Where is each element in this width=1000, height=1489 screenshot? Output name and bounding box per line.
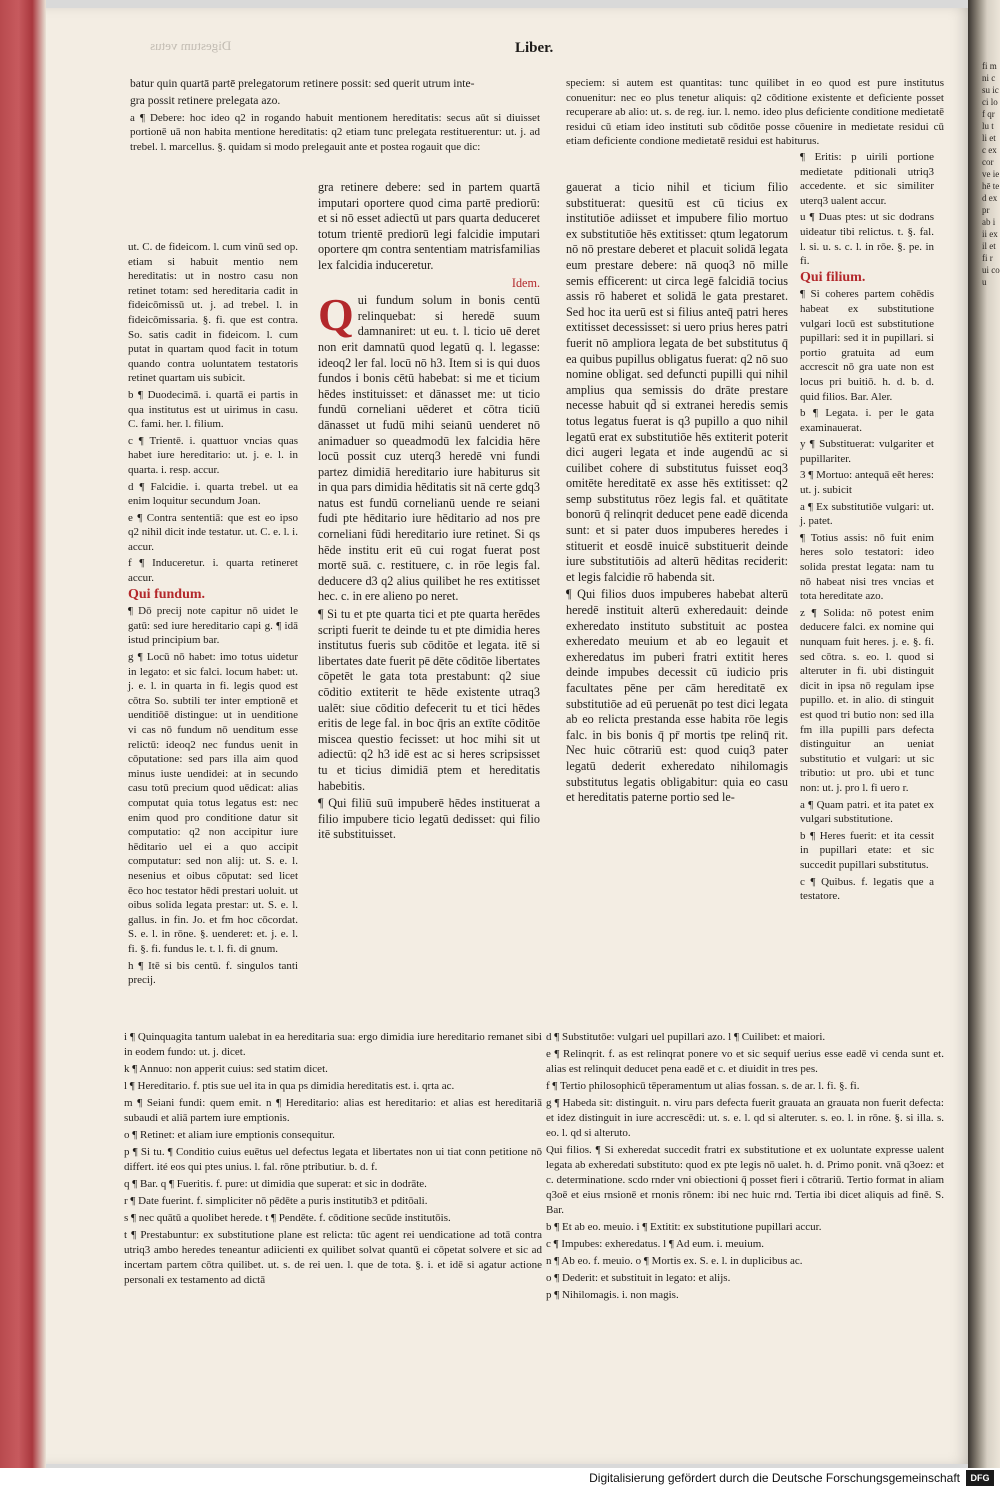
gloss-line: t ¶ Prestabuntur: ex substitutione plane est relicta: tūc agent rei uendicatione ad totā contra utriq3 ambo heredes teneantur adiicienti ex quilibet solvat quantū ei cōpetat solvere et sic ad incertam partem cōtra quilibet. ut. s. de rei uen. l. que de tota. §. i. et idē si agatur actione personali ex testamento ad dictā	[124, 1229, 542, 1286]
gloss-line: g ¶ Habeda sit: distinguit. n. viru pars defecta fuerit grauata an grauata non fuerit defecta: et idez distinguit in iure accrescēdi: ut. s. e. l. qd si alteruter. s. eo. l. in rōne. §. si illa. s. eo. l. qd si alteruto.	[546, 1097, 944, 1139]
gloss-line: d ¶ Substitutōe: vulgari uel pupillari azo. l ¶ Cuilibet: et maiori.	[546, 1031, 826, 1043]
main-text-top-right	[566, 76, 944, 151]
gloss-line: m ¶ Seiani fundi: quem emit. n ¶ Hereditario: alias est hereditario: et alias est hereditariā subaudi et aliā partem iure emptionis.	[124, 1097, 542, 1124]
gloss-paragraph: b ¶ Heres fuerit: et ita cessit in pupillari etate: et sic succedit pupillari substitutus.	[800, 829, 934, 871]
main-paragraph: ui fundum solum in bonis centū relinquebat: si heredē suum damnaniret: ut eu. t. l. ticio uē deret non erit damnatū quod legatū q. l. legasse: ideoq2 ler fal. locū nō h3. Item si is qui duos fundos i bonis cētū habebat: si me et ticium hēdes instituisset: et dānasset me: ut ticio fundū corneliani uēderet et cōtra ticiū dānasset ut fudū mihi seianū uenderet nō animaduer so queadmodū lex falcidia hēre locū possit cuz uterq3 heredē vni fundi partez dimidiā hereditario iure habiturus sit in qua pars dimidia hēditatis sit nā certe gdq3 natus est fundū cornelianū uende re seiani fudi pte hēditario iure hēditario ad nos pre corneliani fūdi hereditario iure retinet. Si qs hēde institu erit eū cui rogat fuerat post mortē suā. c. restituere, c. in rōe legis fal. deducere d3 q2 alius quilibet he res extitisset hec. c. in ere alieno po neret.	[318, 293, 540, 604]
gloss-paragraph: ¶ Dō precij note capitur nō uidet le gatū: sed iure hereditario capi g. ¶ idā istud principium bar.	[128, 605, 298, 647]
gloss-heading: Qui fundum.	[128, 586, 206, 602]
right-top-text: speciem: si autem est quantitas: tunc quilibet in eo quod est pure institutus conuenitur: nec eo plus tenetur aliquis: q2 cōditione existente et deficiente posset recuperare ab alio: ut. s. de reg. iur. l. nemo. ideo plus deficiente conditione medietatē residui cū etiam ideo instituti sub cōditōe posse cōuenire in medietate residui cū etiam deficiente condione medietatē residui est habiturus.	[566, 77, 944, 147]
page-header: Liber.	[515, 40, 554, 56]
gloss-line: n ¶ Ab eo. f. meuio. o ¶ Mortis ex. S. e. l. in duplicibus ac.	[546, 1255, 803, 1267]
gloss-line: c ¶ Impubes: exheredatus. l ¶ Ad eum. i. meuium.	[546, 1238, 765, 1250]
gloss-line: l ¶ Hereditario. f. ptis sue uel ita in qua ps dimidia hereditatis est. i. qrta ac.	[124, 1080, 455, 1092]
gloss-paragraph: g ¶ Locū nō habet: imo totus uidetur in legato: et sic falci. locum habet: ut. j. e. l. in quarta in fi. legis quod est cōtra So. subtili ter inter emptionē et uenditiōē distingue: ut in uenditione vi cas nō fundum nō uenditum esse relictū: ideoq2 nec fundus uenit in cōputatione: sed pars illa aim quod minus iuste uendidei: at in secundo casu totū precium quod uēdicat: alias computat quia totus legatus est: nec enim quod pro conditione datur sit computatio: q2 non accipitur iure hēditario uel ei a quo accipit computatur: sed non alij: ut. S. e. l. nesenius et oibus cōputat: sed licet ēco hoc testator hēdi prestari uoluit. ut oibus solida legata prestar: ut. S. e. l. gallus. in fin. Jo. et fm hoc cōcordat. S. e. l. in rōne. §. uenderet: et. j. e. l. fi. §. fi. fundus le. t. l. fi. di gnum.	[128, 651, 298, 955]
gloss-line: Qui filios. ¶ Si exheredat succedit fratri ex substitutione et ex uoluntate expresse ualent legata ab exheredati substituto: quod ex pte legis nō ualet. h. d. Primo ponit. vnā q3oez: et c. determinatione. scdo rnder vni obiectioni q̄ posset fieri i cōtrariū. Tertio format in aliam q3oē et eius rnsionē et rnonis rōnem: ibi nec huic rnd. Tertia ibi dicet aliquis ad finē. S. Bar.	[546, 1144, 944, 1216]
main-text-line: batur quin quartā partē prelegatorum retinere possit: sed querit utrum inte-	[130, 77, 475, 90]
gloss-line: b ¶ Et ab eo. meuio. i ¶ Extitit: ex substitutione pupillari accur.	[546, 1221, 822, 1233]
gloss-line: r ¶ Date fuerint. f. simpliciter nō pēdēte a puris institutib3 et pditōali.	[124, 1195, 428, 1207]
gloss-line: s ¶ nec quātū a quolibet herede. t ¶ Pendēte. f. cōditione secūde institutōis.	[124, 1212, 451, 1224]
gloss-paragraph: d ¶ Falcidie. i. quarta trebel. ut ea enim loquitur secundum Joan.	[128, 480, 298, 508]
right-gloss-column	[800, 150, 934, 906]
adjacent-page-sliver: fi m ni c su ic ci lo f qr lu t li et c ex cor ve ie hē te d ex pr ab i ii ex il et fi r ui co u	[982, 61, 1000, 287]
gloss-line: q ¶ Bar. q ¶ Fueritis. f. pure: ut dimidia que superat: et sic in dodrāte.	[124, 1178, 427, 1190]
gloss-paragraph: h ¶ Itē si bis centū. f. singulos tanti precij.	[128, 959, 298, 987]
main-text-column-2	[566, 180, 788, 808]
main-paragraph: ¶ Qui filiū suū impuberē hēdes instituerat a filio impubere ticio legatū dedisset: qui filio itē substituisset.	[318, 796, 540, 842]
gloss-line: f ¶ Tertio philosophicū tēperamentum ut alias fossan. s. de ar. l. fi. §. fi.	[546, 1080, 860, 1092]
gloss-paragraph: b ¶ Legata. i. per le gata examinauerat.	[800, 407, 934, 434]
main-paragraph: ¶ Si tu et pte quarta tici et pte quarta herēdes scripti fuerit te deinde tu et pte dimidia heres institutus fueris sub cōditōe et legata. itē si libertates date fuerit pē dēte cōditōe libertates cōpetēt le gata tota prestabunt: q2 siue cōditio extiterit te hēde existente utraq3 ualēt: siue cōditio defecerit tu et tici hēdes eritis de lege fal. in boc q̄ris an extīte cōditōe miscea questio fecisset: ut hoc mihi sit ut adiectū: q2 h3 idē est ac si heres scripsisset tu et ticius dimidiā ptem et hereditatis habebitis.	[318, 607, 540, 793]
gloss-paragraph: a ¶ Ex substitutiōe vulgari: ut. j. patet.	[800, 500, 934, 528]
gloss-line: k ¶ Annuo: non apperit cuius: sed statim dicet.	[124, 1063, 328, 1075]
gloss-paragraph: e ¶ Contra sententiā: que est eo ipso q2 nihil dicit inde testatur. ut. C. e. l. i. accur.	[128, 511, 298, 553]
show-through-header: Digestum vetus	[150, 38, 232, 53]
main-paragraph: ¶ Qui filios duos impuberes habebat alterū heredē instituit alterū exheredauit: deinde exheredato instituto substituit ac postea exheredato meuium et ab eo legauit et exheredatus im puberi fratri extitit heres deinde impubes decessit cū iudicio pris facultates pēne per cām hereditatē ex substitutiōe ad eū peruenāt po test dici legata ab eo relicta prestanda esse habita rōe legis falc. in bis bonis q̄ pr̄ mortis tpe relinq̄ rit. Nec huic cōtrariū est: quod cuiq3 pater legatū dederit exheredato nihilomagis substitutus legatis obligabitur: quia eo casu et hereditatis paterne portio sed le-	[566, 587, 788, 805]
gloss-paragraph: b ¶ Duodecimā. i. quartā ei partis in qua institutus est ut uirimus in casu. C. fami. her. l. filium.	[128, 388, 298, 431]
gloss-paragraph: 3 ¶ Mortuo: antequā eēt heres: ut. j. subicit	[800, 469, 934, 497]
bottom-gloss-right	[546, 1030, 944, 1305]
footer-bar	[0, 1468, 1000, 1489]
gloss-line: p ¶ Nihilomagis. i. non magis.	[546, 1289, 679, 1301]
book-edge-left	[0, 0, 46, 1468]
gloss-paragraph: a ¶ Quam patri. et ita patet ex vulgari substitutione.	[800, 798, 934, 826]
gloss-paragraph: ¶ Si coheres partem cohēdis habeat ex substitutione vulgari locū est substitutione pupillari: sed it in pupillari. si portio gratuita ad eum accrescit nō gra uate non est locus pri buitiō. h. d. b. d. quid filios. Bar. Aler.	[800, 288, 934, 403]
gloss-paragraph: ut. C. de fideicom. l. cum vinū sed op. etiam si habuit mentio nem hereditatis: ut in nostro casu non retinet totam: sed hereditaria cadit in fideicōmissū ut. j. ad trebel. l. in fideicōmissaria. §. fi. que est contra. So. satis cadit in fideicom. l. cum putat in quartam quod facit in totum quando contra uoluntatem testatoris retinet quartam uis subicit.	[128, 241, 298, 385]
main-paragraph: gra retinere debere: sed in partem quartā imputari oportere quod cima partē prediorū: et si nō esset adiectū ut pars quarta deduceret totum trientē prediorū legi falcidie imputari oportere qm contra sententiam matrisfamilias lex falcidia induceretur.	[318, 180, 540, 272]
gloss-paragraph: c ¶ Trientē. i. quattuor vncias quas habet iure hereditario: ut. j. e. l. in quarta. i. resp. accur.	[128, 434, 298, 476]
bottom-gloss-left	[124, 1030, 542, 1290]
gloss-a: a ¶ Debere: hoc ideo q2 in rogando habuit mentionem hereditatis: secus aūt si diuisset portionē uā non habita mentione hereditatis: q2 etiam tunc prelegata restituerentur: ut. j. ad trebel. l. marcellus. §. quidam si modo prelegauit ante et postea rogauit que dic:	[130, 111, 540, 153]
main-text-top	[130, 76, 540, 156]
gloss-heading: Qui filium.	[800, 269, 866, 285]
gloss-line: o ¶ Dederit: et substituit in legato: et alijs.	[546, 1272, 731, 1284]
funding-notice: Digitalisierung gefördert durch die Deutsche Forschungsgemeinschaft	[589, 1471, 960, 1485]
gloss-paragraph: ¶ Totius assis: nō fuit enim heres solo testatori: ideo solida prestat legata: nam tu nō habeat nisi tres vncias et tota hereditate azo.	[800, 531, 934, 603]
gloss-line: e ¶ Relinqrit. f. as est relinqrat ponere vo et sic sequif uerius esse eadē vi cenda sunt et. alias est relinquit deducet pena eadē et c. et diuidit in tres pes.	[546, 1048, 944, 1075]
left-gloss-column	[128, 240, 298, 990]
main-text-column-1	[318, 180, 540, 845]
dropcap-initial: Q	[318, 289, 354, 341]
gloss-paragraph: ¶ Eritis: p uirili portione medietate pditionali utriq3 accedente. et sic similiter uterq3 ualent accur.	[800, 151, 934, 207]
gloss-paragraph: u ¶ Duas ptes: ut sic dodrans uideatur tibi relictus. t. §. fal. l. si. u. s. c. l. in rōe. §. pe. in fi.	[800, 211, 934, 268]
gloss-line: o ¶ Retinet: et aliam iure emptionis consequitur.	[124, 1129, 335, 1141]
gloss-line: i ¶ Quinquagita tantum ualebat in ea hereditaria sua: ergo dimidia iure hereditario remanet sibi in eodem fundo: ut. j. dicet.	[124, 1031, 542, 1058]
gloss-line: p ¶ Si tu. ¶ Conditio cuius euētus uel defectus legata et libertates non ui tiat conn petitione nō differt. ité eos qui ptes unius. l. fal. rōne ptributiur. b. d. f.	[124, 1146, 542, 1173]
gloss-paragraph: c ¶ Quibus. f. legatis que a testatore.	[800, 875, 934, 903]
main-paragraph: gauerat a ticio nihil et ticium filio substituerat: quesitū est cū ticius ex institutiōe adiisset et impubere filio mortuo ex substitutiōe hēs extitisset: qtum legatorum nō nō prestare deberet et placuit solidā legata eum prestare debere: nā quoq3 nō mille semis efficerent: ut circa legē falcidiā tocius assis rō haberet et solidā le gata prestaret. Sed hoc ita uerū est si filius anteq̄ patri heres extitisset decessisset: si uero prius heres patri fuerit nō ampliora legata de bet substitutus q̄ ea quibus pupillus obligatus fuerat: q2 nō suo nomine obligat. sed defuncti pupilli qui nihil amplius qua semissis do drāte prestare necesse habuit qd̄ si extranei heredis semis totus legatus fuerat is q3 pupillo a quo nihil legatū erat ex substitutiōe hēs extiterit poterit dici augeri legata et inde augendū ac si cuilibet cohere di substitutus fuisset eoq3 omitēte hereditatē ex asse hēs extitisset: q2 semp substitutus rōez legis fal. et quātitate bonorū q̄ relinqrit deducet pene eadē dicenda sunt: et si pater duos impuberes heredes i stituerit et eosdē inuicē substituerit deinde iure substitutiōis ad alterū hēditas reciderit: et legis falcidie rō habenda sit.	[566, 180, 788, 584]
gloss-paragraph: y ¶ Substituerat: vulgariter et pupillariter.	[800, 438, 934, 465]
main-text-line: gra possit retinere prelegata azo.	[130, 94, 281, 108]
gloss-paragraph: z ¶ Solida: nō potest enim deducere falci. ex nomine qui nunquam fuit heres. j. e. §. fi. sed cōtra. s. eo. l. quod si alteruter in fi. ubi distinguit dicit in ipsa nō regulam ipse pupillo. et. in alio. di stinguit est quod tri butio non: sed illa fm illa pupilli pars defecta distinguitur an ueniat substitutio et vulgari: ut sic tributio: ut pro. ubi et tunc non: ut. j. pro l. fi uero r.	[800, 606, 934, 794]
dfg-logo: DFG	[966, 1470, 994, 1486]
gloss-paragraph: f ¶ Induceretur. i. quarta retineret accur.	[128, 557, 298, 585]
idem-label: Idem.	[511, 275, 540, 290]
